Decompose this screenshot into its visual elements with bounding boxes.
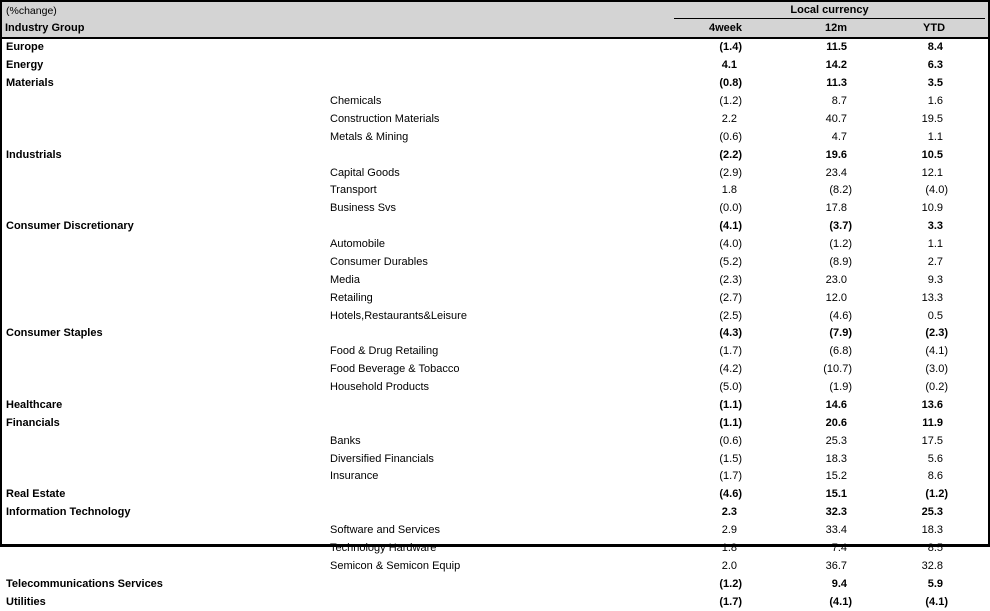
industry-label: Chemicals — [330, 95, 382, 108]
value-4week: (5.2) — [719, 255, 742, 268]
value-12m: 7.4 — [831, 541, 847, 554]
value-12m: 11.3 — [826, 77, 847, 90]
value-4week: (2.2) — [719, 148, 742, 161]
value-4week: (0.6) — [719, 434, 742, 447]
table-row — [2, 307, 988, 325]
value-4week: 2.3 — [721, 506, 737, 519]
percent-change-note: (%change) — [6, 4, 57, 17]
value-4week: (1.7) — [719, 595, 742, 608]
table-row — [2, 575, 988, 593]
value-ytd: 2.7 — [927, 255, 944, 268]
industry-label: Hotels,Restaurants&Leisure — [330, 309, 467, 322]
value-4week: (4.0) — [719, 238, 742, 251]
value-4week: 2.0 — [721, 559, 737, 572]
industry-label: Healthcare — [6, 398, 63, 411]
value-12m: 20.6 — [825, 416, 847, 429]
table-body — [2, 38, 988, 611]
industry-label: Diversified Financials — [330, 452, 434, 465]
value-ytd: 9.3 — [927, 273, 944, 286]
industry-group-header: Industry Group — [5, 22, 85, 34]
table-row — [2, 57, 988, 75]
value-12m: 8.7 — [831, 95, 847, 108]
value-ytd: (3.0) — [925, 363, 949, 376]
value-4week: (2.3) — [719, 273, 742, 286]
value-4week: (1.2) — [719, 95, 742, 108]
industry-label: Banks — [330, 434, 361, 447]
value-4week: (4.3) — [719, 327, 742, 340]
value-12m: 15.2 — [825, 470, 847, 483]
table-row — [2, 468, 988, 486]
industry-label: Media — [330, 273, 360, 286]
table-row — [2, 200, 988, 218]
value-ytd: 32.8 — [921, 559, 944, 572]
value-ytd: 1.1 — [927, 238, 944, 251]
table-row — [2, 38, 988, 57]
value-ytd: 13.3 — [921, 291, 944, 304]
value-12m: (10.7) — [823, 363, 852, 376]
table-row — [2, 271, 988, 289]
industry-label: Insurance — [330, 470, 379, 483]
value-ytd: 25.3 — [921, 506, 944, 519]
table-header — [2, 2, 988, 38]
value-4week: (4.1) — [719, 220, 742, 233]
value-ytd: (4.0) — [925, 184, 949, 197]
value-ytd: 12.1 — [921, 166, 944, 179]
value-12m: 14.6 — [825, 398, 847, 411]
value-12m: (1.9) — [829, 381, 852, 394]
value-4week: (5.0) — [719, 381, 742, 394]
industry-label: Utilities — [6, 595, 46, 608]
value-4week: (1.7) — [719, 345, 742, 358]
table-row — [2, 236, 988, 254]
value-ytd: (4.1) — [925, 345, 949, 358]
value-4week: 1.8 — [721, 541, 737, 554]
table-row — [2, 397, 988, 415]
column-header-ytd: YTD — [923, 22, 946, 34]
value-ytd: 3.3 — [927, 220, 944, 233]
table-row — [2, 128, 988, 146]
industry-label: Europe — [6, 41, 44, 54]
value-12m: 12.0 — [825, 291, 847, 304]
value-4week: 4.1 — [721, 59, 737, 72]
value-4week: (1.1) — [719, 398, 742, 411]
industry-label: Software and Services — [330, 524, 441, 537]
industry-label: Financials — [6, 416, 60, 429]
table-row — [2, 540, 988, 558]
value-4week: (1.4) — [719, 41, 742, 54]
value-ytd: (2.3) — [925, 327, 949, 340]
value-12m: 9.4 — [831, 577, 847, 590]
header-row-currency — [2, 2, 988, 20]
value-4week: (4.6) — [719, 488, 742, 501]
table-row — [2, 504, 988, 522]
table-row — [2, 93, 988, 111]
table-row — [2, 557, 988, 575]
value-12m: 19.6 — [825, 148, 847, 161]
value-ytd: (1.2) — [925, 488, 949, 501]
value-ytd: 11.9 — [922, 416, 944, 429]
value-12m: (1.2) — [829, 238, 852, 251]
industry-label: Automobile — [330, 238, 386, 251]
value-4week: (4.2) — [719, 363, 742, 376]
value-ytd: 19.5 — [921, 112, 944, 125]
value-12m: 4.7 — [831, 130, 847, 143]
industry-label: Semicon & Semicon Equip — [330, 559, 461, 572]
industry-label: Business Svs — [330, 202, 397, 215]
value-12m: 40.7 — [825, 112, 847, 125]
value-12m: (8.2) — [829, 184, 852, 197]
currency-group-header: Local currency — [674, 5, 985, 19]
industry-label: Real Estate — [6, 488, 66, 501]
value-ytd: 13.6 — [921, 398, 944, 411]
table-row — [2, 343, 988, 361]
value-ytd: 17.5 — [921, 434, 944, 447]
industry-label: Capital Goods — [330, 166, 400, 179]
value-12m: (8.9) — [829, 255, 852, 268]
value-12m: (4.1) — [829, 595, 852, 608]
value-4week: (1.1) — [719, 416, 742, 429]
value-ytd: (4.1) — [925, 595, 949, 608]
table-row — [2, 289, 988, 307]
table-row — [2, 218, 988, 236]
table-row — [2, 522, 988, 540]
currency-group-cell — [660, 2, 988, 20]
value-12m: 23.4 — [825, 166, 847, 179]
value-ytd: 6.3 — [927, 59, 944, 72]
value-4week: (0.8) — [719, 77, 742, 90]
value-4week: 1.8 — [721, 184, 737, 197]
value-ytd: 18.3 — [921, 524, 944, 537]
industry-label: Household Products — [330, 381, 430, 394]
value-ytd: 3.5 — [927, 77, 944, 90]
value-4week: (2.5) — [719, 309, 742, 322]
table-row — [2, 164, 988, 182]
table-row — [2, 432, 988, 450]
industry-label: Telecommunications Services — [6, 577, 163, 590]
industry-label: Construction Materials — [330, 112, 440, 125]
value-ytd: 8.4 — [927, 41, 944, 54]
industry-label: Industrials — [6, 148, 62, 161]
industry-label: Materials — [6, 77, 54, 90]
value-12m: 14.2 — [825, 59, 847, 72]
value-12m: (7.9) — [829, 327, 852, 340]
value-ytd: 1.1 — [927, 130, 944, 143]
value-12m: 15.1 — [825, 488, 847, 501]
value-12m: 25.3 — [825, 434, 847, 447]
value-4week: (2.7) — [719, 291, 742, 304]
value-12m: 23.0 — [825, 273, 847, 286]
value-12m: (3.7) — [829, 220, 852, 233]
value-4week: (0.6) — [719, 130, 742, 143]
value-12m: 36.7 — [825, 559, 847, 572]
value-ytd: 8.6 — [927, 470, 944, 483]
value-12m: 32.3 — [825, 506, 847, 519]
table-row — [2, 325, 988, 343]
value-4week: (1.7) — [719, 470, 742, 483]
table-row — [2, 146, 988, 164]
industry-label: Metals & Mining — [330, 130, 409, 143]
industry-label: Technology Hardware — [330, 541, 437, 554]
header-row-columns — [2, 20, 988, 38]
industry-label: Retailing — [330, 291, 373, 304]
table-row — [2, 414, 988, 432]
value-ytd: 5.9 — [927, 577, 944, 590]
value-12m: 17.8 — [825, 202, 847, 215]
table-row — [2, 254, 988, 272]
value-ytd: 10.5 — [921, 148, 944, 161]
value-4week: 2.9 — [721, 524, 737, 537]
industry-label: Consumer Staples — [6, 327, 103, 340]
table-row — [2, 75, 988, 93]
table-row — [2, 182, 988, 200]
value-12m: (6.8) — [829, 345, 852, 358]
table-row — [2, 593, 988, 611]
industry-label: Food & Drug Retailing — [330, 345, 439, 358]
industry-label: Consumer Durables — [330, 255, 428, 268]
value-4week: (1.2) — [719, 577, 742, 590]
value-4week: (0.0) — [719, 202, 742, 215]
column-header-12m: 12m — [824, 22, 847, 34]
value-4week: (2.9) — [719, 166, 742, 179]
value-12m: (4.6) — [829, 309, 852, 322]
industry-label: Consumer Discretionary — [6, 220, 134, 233]
table-row — [2, 450, 988, 468]
industry-label: Transport — [330, 184, 377, 197]
industry-label: Information Technology — [6, 506, 131, 519]
table-row — [2, 379, 988, 397]
value-12m: 11.5 — [826, 41, 847, 54]
value-4week: 2.2 — [721, 112, 737, 125]
table-row — [2, 361, 988, 379]
value-ytd: 1.6 — [927, 95, 944, 108]
table-row — [2, 486, 988, 504]
value-12m: 18.3 — [825, 452, 847, 465]
value-ytd: 10.9 — [921, 202, 944, 215]
value-4week: (1.5) — [719, 452, 742, 465]
value-ytd: 8.5 — [927, 541, 944, 554]
value-ytd: (0.2) — [925, 381, 949, 394]
value-12m: 33.4 — [825, 524, 847, 537]
table-row — [2, 111, 988, 129]
data-table — [2, 2, 988, 611]
value-ytd: 5.6 — [927, 452, 944, 465]
industry-label: Food Beverage & Tobacco — [330, 363, 460, 376]
industry-label: Energy — [6, 59, 44, 72]
column-header-4week: 4week — [708, 22, 742, 34]
value-ytd: 0.5 — [927, 309, 944, 322]
